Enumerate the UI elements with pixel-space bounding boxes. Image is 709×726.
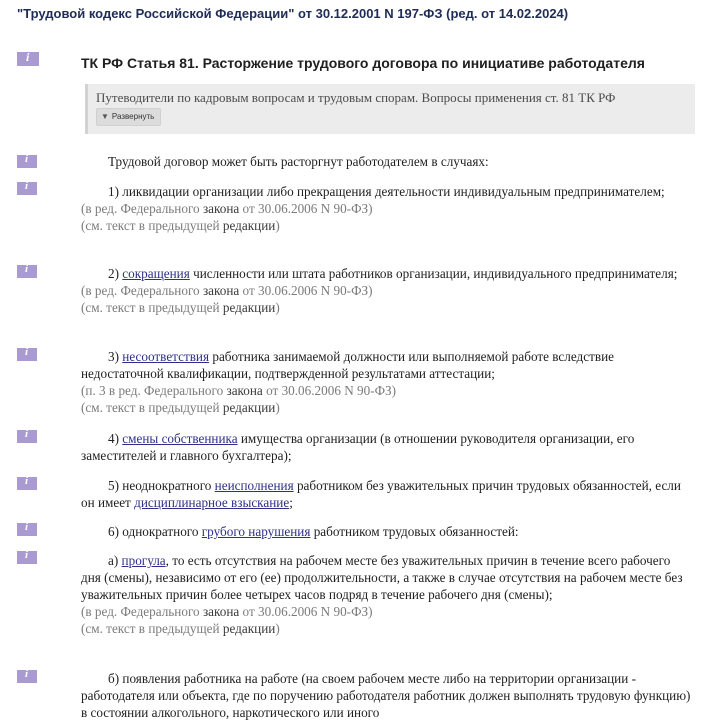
nonperformance-link[interactable]: неисполнения [214, 478, 294, 493]
nonconformity-link[interactable]: несоответствия [122, 349, 210, 364]
info-icon[interactable] [17, 477, 37, 490]
item-6a: а) прогула, то есть отсутствия на рабочем месте без уважительных причин в течение всего рабочего дня (смены), независимо от его (ее) продолжительности, а также в случае отсутствия на рабочем месте без уважительных причин более четырех часов подряд в течение рабочего дня (смены); (в ред. Федерального закона от 30.06.2006 N 90-ФЗ) (см. текст в предыдущей редакции) [81, 552, 693, 637]
document-header: "Трудовой кодекс Российской Федерации" от 30.12.2001 N 197-ФЗ (ред. от 14.02.2024) [17, 6, 569, 21]
guide-box [85, 84, 695, 134]
revision-link[interactable]: редакции [222, 218, 276, 233]
expand-label: Развернуть [111, 112, 155, 121]
law-link[interactable]: закона [202, 283, 240, 298]
owner-change-link[interactable]: смены собственника [122, 431, 238, 446]
disciplinary-link[interactable]: дисциплинарное взыскание [134, 495, 290, 510]
item-2: 2) сокращения численности или штата работников организации, индивидуального предпринимателя; (в ред. Федерального закона от 30.06.2006 N 90-ФЗ) (см. текст в предыдущей редакции) [81, 265, 693, 316]
chevron-down-icon: ▼ [101, 112, 109, 121]
item-4: 4) смены собственника имущества организации (в отношении руководителя организации, его заместителей и главного бухгалтера); [81, 431, 635, 463]
info-icon[interactable] [17, 670, 37, 683]
amendment-note: (в ред. Федерального закона от 30.06.2006 N 90-ФЗ) [81, 283, 373, 298]
item-3: 3) несоответствия работника занимаемой должности или выполняемой работе вследствие недостаточной квалификации, подтвержденной результатами аттестации; (п. 3 в ред. Федерального закона от 30.06.2006 N 90-ФЗ) (см. текст в предыдущей редакции) [81, 348, 693, 416]
amendment-note: (п. 3 в ред. Федерального закона от 30.06.2006 N 90-ФЗ) [81, 383, 397, 398]
info-icon[interactable] [17, 155, 37, 168]
revision-link[interactable]: редакции [222, 300, 276, 315]
revision-link[interactable]: редакции [222, 400, 276, 415]
law-link[interactable]: закона [226, 383, 263, 398]
expand-button[interactable] [96, 108, 161, 126]
article-title: ТК РФ Статья 81. Расторжение трудового договора по инициативе работодателя [81, 55, 645, 71]
law-link[interactable]: закона [202, 201, 240, 216]
info-icon[interactable] [17, 551, 37, 564]
info-icon[interactable] [17, 52, 39, 66]
item-6b: б) появления работника на работе (на своем рабочем месте либо на территории организации - работодателя или объекта, где по поручению работодателя работник должен выполнять трудовую функцию) в состоянии алкогольного, наркотического или иного [81, 671, 691, 720]
reduction-link[interactable]: сокращения [122, 266, 190, 281]
guide-text: Путеводители по кадровым вопросам и трудовым спорам. Вопросы применения ст. 81 ТК РФ [96, 90, 616, 105]
item-5: 5) неоднократного неисполнения работником без уважительных причин трудовых обязанностей, если он имеет дисциплинарное взыскание; [81, 478, 681, 510]
absenteeism-link[interactable]: прогула [121, 553, 166, 568]
law-link[interactable]: закона [202, 604, 240, 619]
previous-version-note: (см. текст в предыдущей редакции) [81, 621, 280, 636]
previous-version-note: (см. текст в предыдущей редакции) [81, 300, 280, 315]
info-icon[interactable] [17, 430, 37, 443]
previous-version-note: (см. текст в предыдущей редакции) [81, 218, 280, 233]
amendment-note: (в ред. Федерального закона от 30.06.2006 N 90-ФЗ) [81, 201, 373, 216]
info-icon[interactable] [17, 182, 37, 195]
info-icon[interactable] [17, 523, 37, 536]
info-icon[interactable] [17, 348, 37, 361]
revision-link[interactable]: редакции [222, 621, 276, 636]
intro-paragraph: Трудовой договор может быть расторгнут работодателем в случаях: [108, 154, 489, 169]
previous-version-note: (см. текст в предыдущей редакции) [81, 400, 280, 415]
amendment-note: (в ред. Федерального закона от 30.06.2006 N 90-ФЗ) [81, 604, 373, 619]
item-1: 1) ликвидации организации либо прекращения деятельности индивидуальным предпринимателем; (в ред. Федерального закона от 30.06.2006 N 90-ФЗ) (см. текст в предыдущей редакции) [81, 183, 693, 234]
info-icon[interactable] [17, 265, 37, 278]
gross-violation-link[interactable]: грубого нарушения [201, 524, 311, 539]
item-6: 6) однократного грубого нарушения работником трудовых обязанностей: [108, 524, 519, 539]
